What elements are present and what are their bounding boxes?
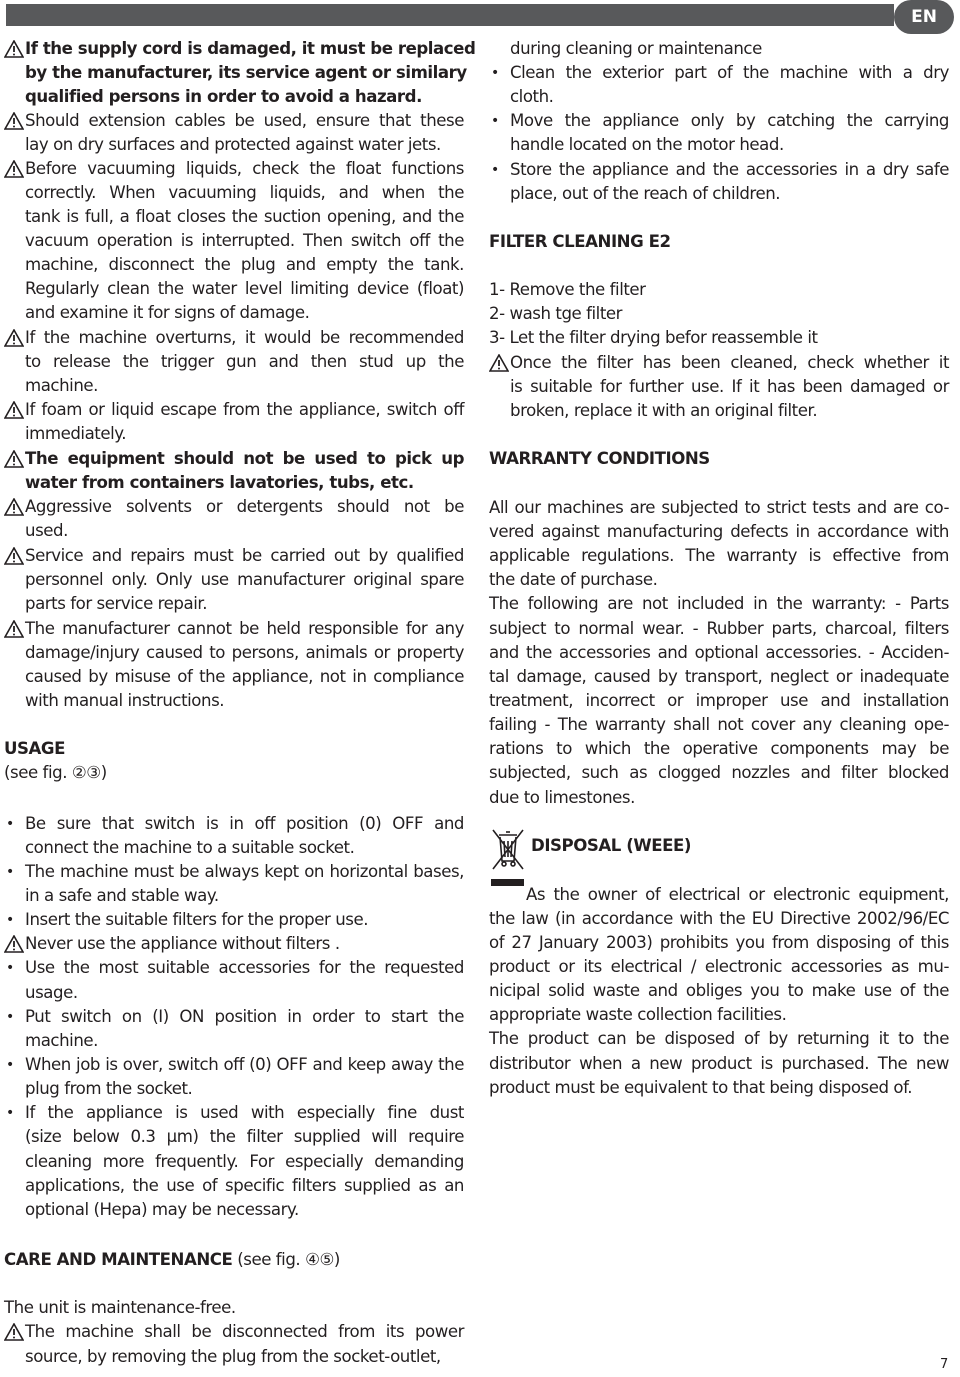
warranty-line: treatment, incorrect or improper use and installation <box>489 691 949 710</box>
usage-text: When job is over, switch off (0) OFF and keep away the <box>25 1055 464 1074</box>
warranty-line: the date of purchase. <box>489 570 658 589</box>
warning-line: immediately. <box>25 424 127 443</box>
maintenance-bullet: handle located on the motor head. <box>510 135 784 154</box>
warranty-line: All our machines are subjected to strict tests and are co- <box>489 498 949 517</box>
disposal-line: The product can be disposed of by returning it to the <box>489 1029 949 1048</box>
usage-text: Be sure that switch is in off position (0) OFF and <box>25 814 464 833</box>
usage-item <box>4 812 464 836</box>
bullet: • <box>6 1057 14 1073</box>
usage-item <box>4 860 464 884</box>
filter-step: 1- Remove the filter <box>489 280 646 299</box>
usage-item: in a safe and stable way. <box>25 886 219 905</box>
warning-line <box>4 544 464 568</box>
warning-text: If the machine overturns, it would be recommended <box>25 328 464 347</box>
warning-line: and examine it for signs of damage. <box>25 303 310 322</box>
weee-bin-icon <box>490 827 526 889</box>
usage-item: connect the machine to a suitable socket. <box>25 838 355 857</box>
warning-line: used. <box>25 521 68 540</box>
bullet: • <box>491 65 499 81</box>
bullet: • <box>6 1009 14 1025</box>
disposal-line: appropriate waste collection facilities. <box>489 1005 787 1024</box>
bullet-text: Move the appliance only by catching the carrying <box>510 111 949 130</box>
usage-item: machine. <box>25 1031 98 1050</box>
usage-item <box>4 1005 464 1029</box>
warning-line: water from containers lavatories, tubs, etc. <box>25 473 414 492</box>
warning-line: Regularly clean the water level limiting device (float) <box>25 279 464 298</box>
usage-fig-ref: (see fig. ②③) <box>4 763 107 782</box>
care-title: CARE AND MAINTENANCE <box>4 1250 233 1269</box>
warning-line: correctly. When vacuuming liquids, and when the <box>25 183 464 202</box>
disposal-line: product must be equivalent to that being disposed of. <box>489 1078 913 1097</box>
bullet: • <box>491 113 499 129</box>
continuation-text: during cleaning or maintenance <box>510 39 762 58</box>
warranty-heading: WARRANTY CONDITIONS <box>489 449 710 468</box>
disposal-line: distributor when a new product is purchased. The new <box>489 1054 949 1073</box>
warning-triangle-icon <box>4 935 24 953</box>
maintenance-bullet: cloth. <box>510 87 554 106</box>
filter-step: 2- wash tge filter <box>489 304 623 323</box>
warranty-line: due to limestones. <box>489 788 635 807</box>
usage-item: applications, the use of specific filters supplied as an <box>25 1176 464 1195</box>
care-fig-ref: (see fig. ④⑤) <box>232 1250 340 1269</box>
care-text: The unit is maintenance-free. <box>4 1298 236 1317</box>
usage-item <box>4 1101 464 1125</box>
bullet: • <box>491 162 499 178</box>
bullet: • <box>6 912 14 928</box>
maintenance-bullet <box>489 158 949 182</box>
warning-triangle-icon <box>4 1323 24 1341</box>
warranty-line: vered against manufacturing defects in accordance with <box>489 522 949 541</box>
bullet-text: Clean the exterior part of the machine with a dry <box>510 63 949 82</box>
disposal-line: As the owner of electrical or electronic equipment, <box>526 885 949 904</box>
warning-triangle-icon <box>489 354 509 372</box>
warning-line: lay on dry surfaces and protected against water jets. <box>25 135 441 154</box>
bullet: • <box>6 864 14 880</box>
filter-warning <box>489 351 949 375</box>
header-bar <box>6 4 894 26</box>
warranty-line: subject to normal wear. - Rubber parts, charcoal, filters <box>489 619 949 638</box>
usage-item: plug from the socket. <box>25 1079 193 1098</box>
warning-text: Before vacuuming liquids, check the float functions <box>25 159 464 178</box>
usage-text: Never use the appliance without filters . <box>25 934 340 953</box>
filter-warning: is suitable for further use. If it has been damaged or <box>510 377 949 396</box>
bullet-text: Store the appliance and the accessories in a dry safe <box>510 160 949 179</box>
usage-text: Put switch on (I) ON position in order to start the <box>25 1007 464 1026</box>
page-number: 7 <box>940 1357 949 1372</box>
warning-line <box>4 157 464 181</box>
disposal-line: of 27 January 2003) prohibits you from disposing of this <box>489 933 949 952</box>
warning-line <box>4 495 464 519</box>
warning-triangle-icon <box>4 160 24 178</box>
usage-item: optional (Hepa) may be necessary. <box>25 1200 299 1219</box>
language-badge: EN <box>894 0 954 34</box>
usage-text: If the appliance is used with especially fine dust <box>25 1103 464 1122</box>
usage-item <box>4 908 464 932</box>
care-warning-text: The machine shall be disconnected from its power <box>25 1322 464 1341</box>
warning-text: The equipment should not be used to pick up <box>25 449 464 468</box>
usage-text: Use the most suitable accessories for the requested <box>25 958 464 977</box>
warning-line <box>4 398 464 422</box>
warning-triangle-icon <box>4 450 24 468</box>
maintenance-bullet <box>489 61 949 85</box>
care-heading <box>4 1248 464 1272</box>
warning-line <box>4 37 476 61</box>
warning-line: personnel only. Only use manufacturer original spare <box>25 570 464 589</box>
filter-heading: FILTER CLEANING E2 <box>489 232 671 251</box>
disposal-line: nicipal solid waste and obliges you to make use of the <box>489 981 949 1000</box>
maintenance-bullet <box>489 109 949 133</box>
warning-line: by the manufacturer, its service agent or similary <box>25 63 467 82</box>
warning-text: If foam or liquid escape from the appliance, switch off <box>25 400 464 419</box>
warning-line: caused by misuse of the appliance, not in compliance <box>25 667 464 686</box>
warning-text: Aggressive solvents or detergents should not be <box>25 497 464 516</box>
care-warning <box>4 1320 464 1344</box>
disposal-heading: DISPOSAL (WEEE) <box>531 836 692 855</box>
usage-text: The machine must be always kept on horizontal bases, <box>25 862 464 881</box>
warranty-line: rations to which the operative components may be <box>489 739 949 758</box>
warning-line <box>4 617 464 641</box>
usage-item: usage. <box>25 983 78 1002</box>
filter-warning: broken, replace it with an original filter. <box>510 401 818 420</box>
warning-line <box>4 326 464 350</box>
warning-line: qualified persons in order to avoid a hazard. <box>25 87 422 106</box>
usage-item <box>4 1053 464 1077</box>
warning-line: tank is full, a float closes the suction opening, and the <box>25 207 464 226</box>
warning-line: machine, disconnect the plug and empty the tank. <box>25 255 464 274</box>
bullet: • <box>6 1105 14 1121</box>
warranty-line: failing - The warranty shall not cover any cleaning ope- <box>489 715 949 734</box>
warning-text: If the supply cord is damaged, it must be replaced <box>25 39 476 58</box>
warning-text: The manufacturer cannot be held responsible for any <box>25 619 464 638</box>
usage-heading: USAGE <box>4 739 65 758</box>
maintenance-bullet: place, out of the reach of children. <box>510 184 781 203</box>
warning-triangle-icon <box>4 401 24 419</box>
warranty-line: applicable regulations. The warranty is effective from <box>489 546 949 565</box>
filter-step: 3- Let the filter drying befor reassemble it <box>489 328 818 347</box>
warranty-line: and the accessories and optional accessories. - Acciden- <box>489 643 949 662</box>
warranty-line: subjected, such as clogged nozzles and filter blocked <box>489 763 949 782</box>
warning-triangle-icon <box>4 329 24 347</box>
warning-text: Should extension cables be used, ensure that these <box>25 111 464 130</box>
warning-triangle-icon <box>4 40 24 58</box>
disposal-line: the law (in accordance with the EU Directive 2002/96/EC <box>489 909 949 928</box>
warning-line: parts for service repair. <box>25 594 208 613</box>
warning-text: Service and repairs must be carried out by qualified <box>25 546 464 565</box>
warning-line: to release the trigger gun and then stud up the <box>25 352 464 371</box>
warning-line: with manual instructions. <box>25 691 225 710</box>
bullet: • <box>6 960 14 976</box>
disposal-line: product or its electrical / electronic accessories as mu- <box>489 957 949 976</box>
warning-line: vacuum operation is interrupted. Then switch off the <box>25 231 464 250</box>
usage-item <box>4 956 464 980</box>
usage-item: (size below 0.3 µm) the filter supplied will require <box>25 1127 464 1146</box>
warning-triangle-icon <box>4 498 24 516</box>
usage-item <box>4 932 464 956</box>
warning-line <box>4 447 464 471</box>
warning-line <box>4 109 464 133</box>
warning-line: machine. <box>25 376 98 395</box>
usage-text: Insert the suitable filters for the proper use. <box>25 910 369 929</box>
warranty-line: tal damage, caused by transport, neglect or inadequate <box>489 667 949 686</box>
usage-item: cleaning more frequently. For especially demanding <box>25 1152 464 1171</box>
warning-triangle-icon <box>4 547 24 565</box>
warranty-line: The following are not included in the warranty: - Parts <box>489 594 949 613</box>
warning-triangle-icon <box>4 112 24 130</box>
filter-warning-text: Once the filter has been cleaned, check whether it <box>510 353 949 372</box>
warning-triangle-icon <box>4 620 24 638</box>
warning-line: damage/injury caused to persons, animals or property <box>25 643 464 662</box>
care-warning: source, by removing the plug from the socket-outlet, <box>25 1347 441 1366</box>
bullet: • <box>6 816 14 832</box>
